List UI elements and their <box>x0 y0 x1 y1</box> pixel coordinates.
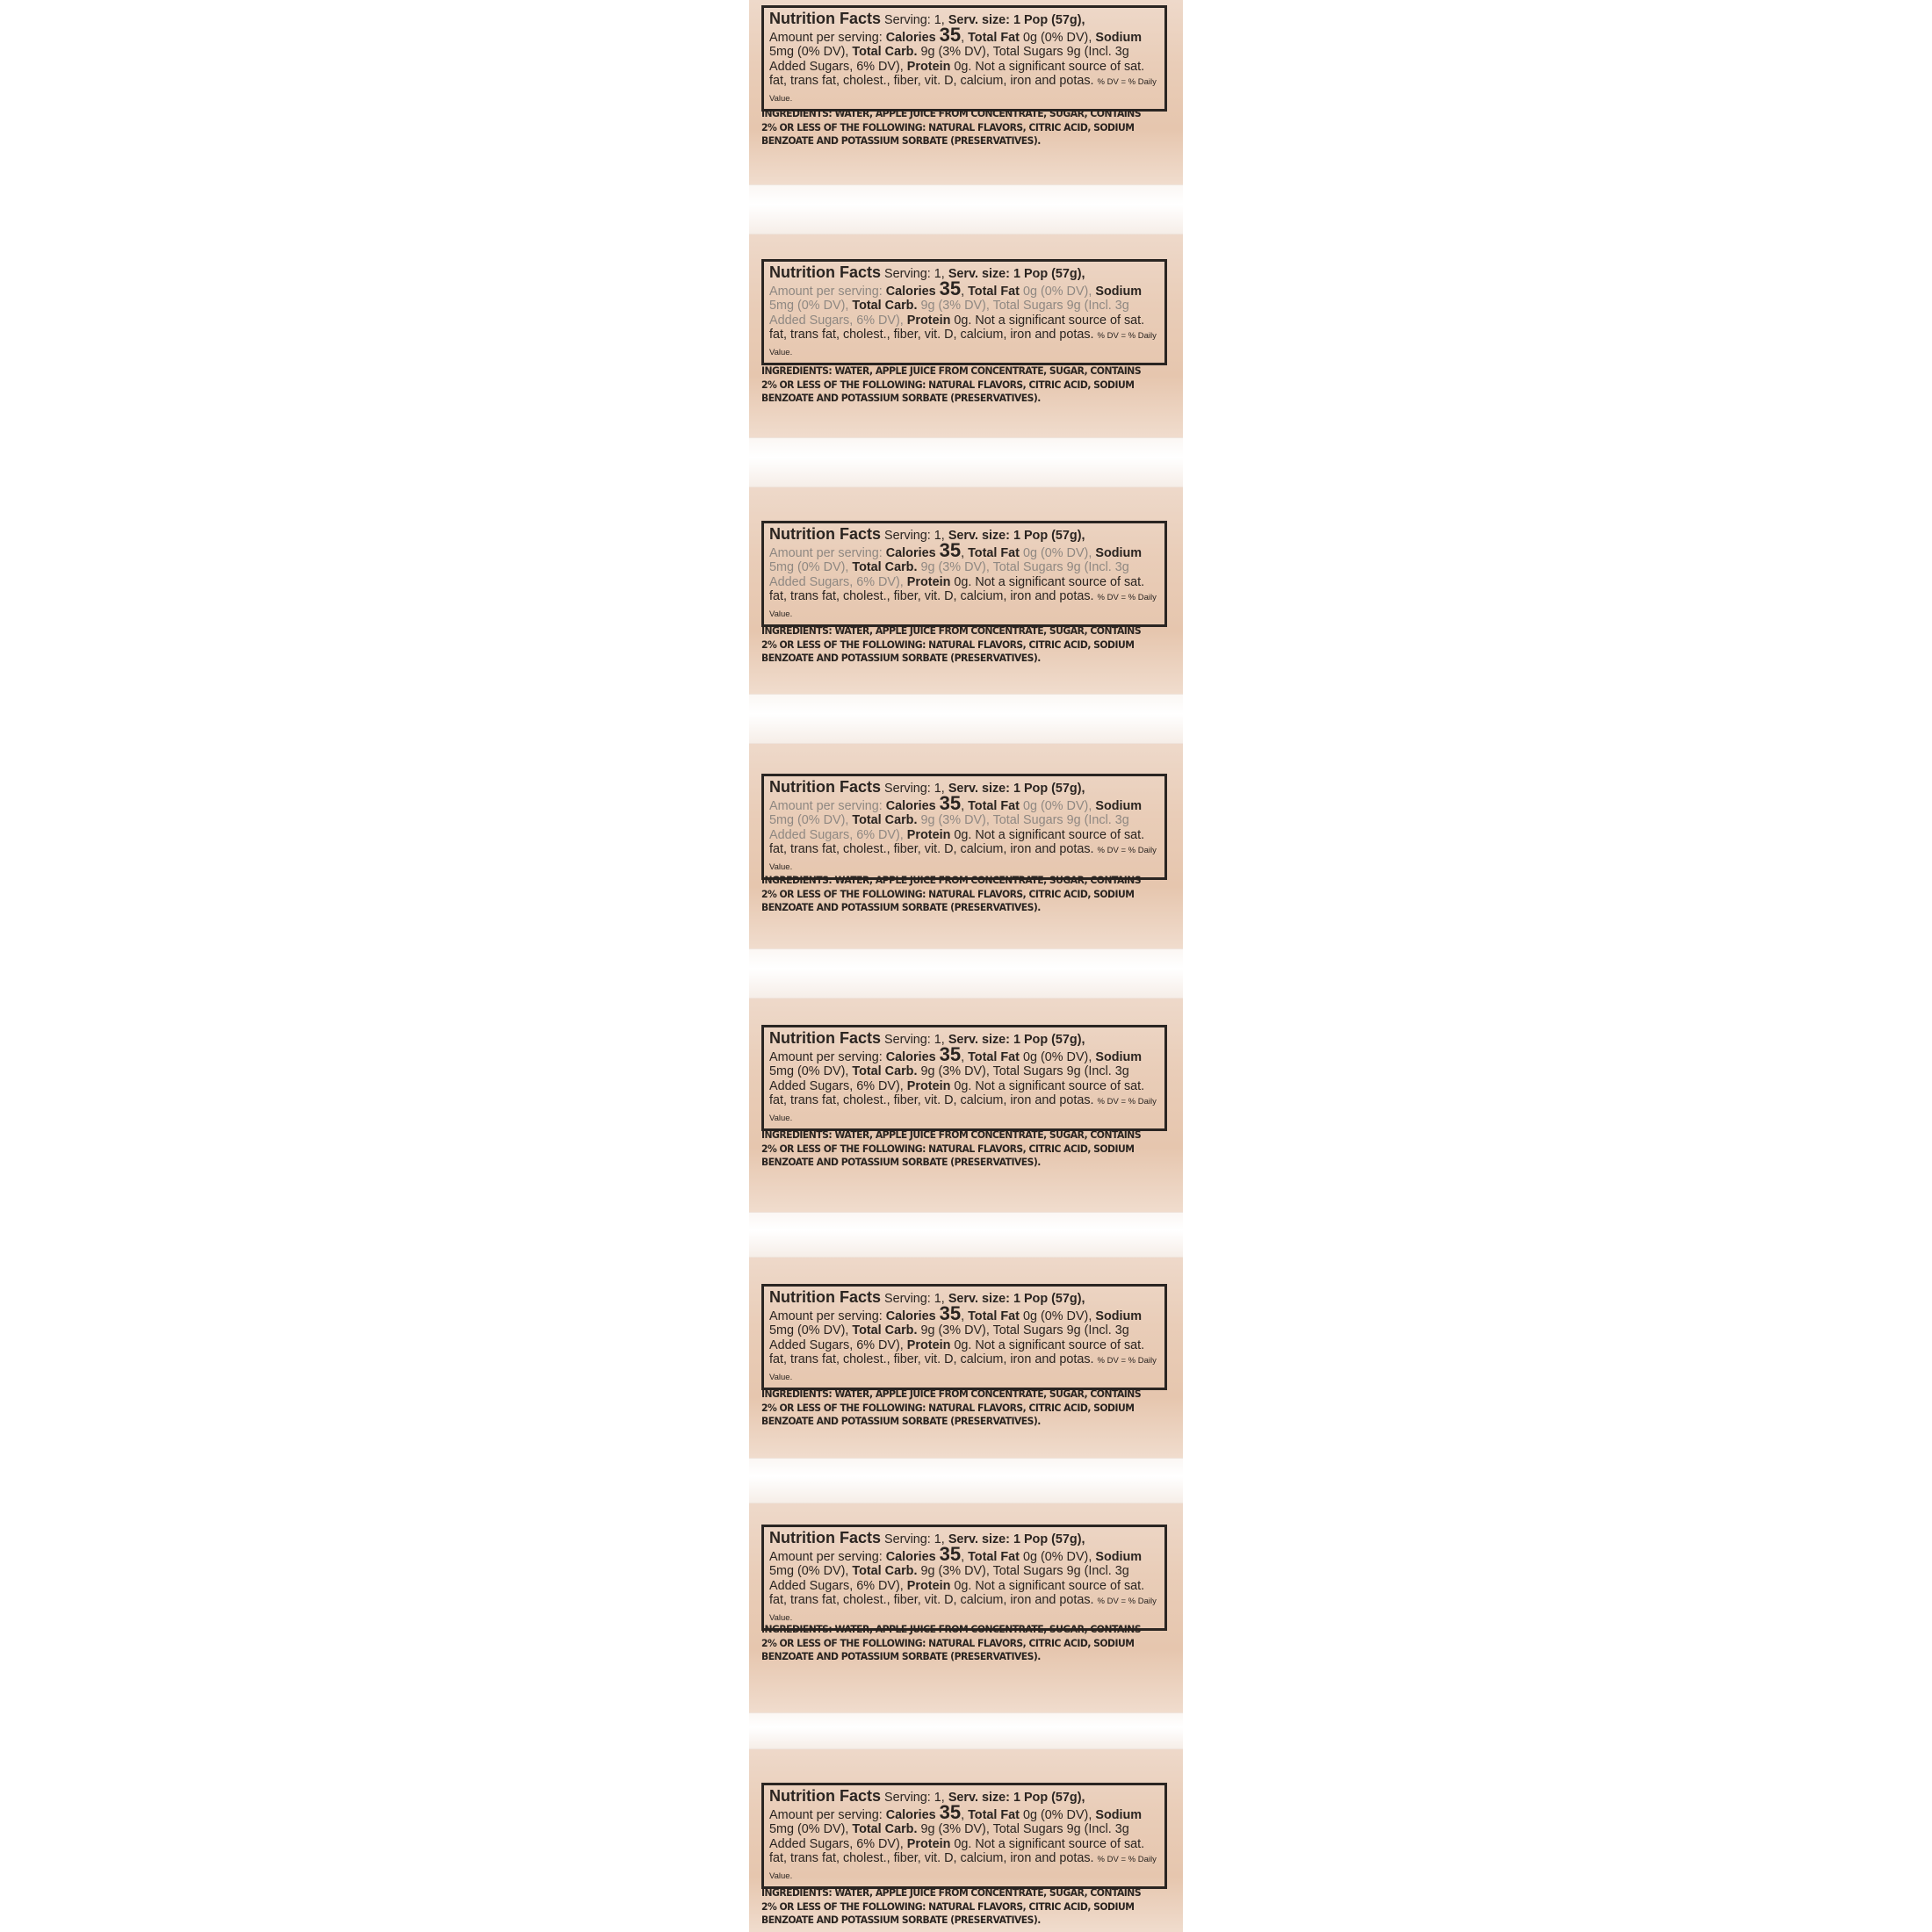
total-carb-label: Total Carb. <box>852 1564 918 1578</box>
sodium-value: 5mg (0% DV), <box>769 45 849 59</box>
sodium-value: 5mg (0% DV), <box>769 560 849 574</box>
not-significant-text: source of sat. fat, trans fat, cholest., fiber, vit. D, calcium, iron and <box>769 1578 1145 1607</box>
total-carb-value: 9g (3% DV), <box>920 560 990 574</box>
nutrition-facts-body: Amount per serving: Calories 35, Total Fat 0g (0% DV), Sodium 5mg (0% DV), Total Carb. 9g (3% DV), Total Sugars 9g (Incl. 3g Added Sugars, 6% DV), Protein 0g. Not a significant source of sat. fat, trans fat, cholest., fiber, vit. D, calcium, iron and potas. % DV = % Daily Value. <box>769 23 1157 104</box>
ingredients-line: 2% OR LESS OF THE FOLLOWING: NATURAL FLAVORS, CITRIC ACID, SODIUM <box>761 1142 1135 1155</box>
sleeve-seal-seam <box>749 1212 1183 1258</box>
protein-value: 0g. Not a significant <box>954 59 1065 74</box>
total-carb-value: 9g (3% DV), <box>920 299 990 313</box>
not-significant-text: source of sat. fat, trans fat, cholest., fiber, vit. D, calcium, iron and <box>769 313 1145 342</box>
sleeve-seal-seam <box>749 694 1183 744</box>
calories-value: 35 <box>939 1542 962 1565</box>
protein-value: 0g. Not a significant <box>954 313 1065 328</box>
serving-size: 1 Pop (57g), <box>1013 1033 1085 1047</box>
total-fat-label: Total Fat <box>968 284 1020 299</box>
total-fat-value: 0g (0% DV), <box>1022 1549 1092 1564</box>
sodium-value: 5mg (0% DV), <box>769 1323 849 1337</box>
serving-text: Serving: 1, <box>884 529 945 543</box>
ingredients-line: BENZOATE AND POTASSIUM SORBATE (PRESERVATIVES). <box>761 392 1041 404</box>
sodium-label: Sodium <box>1095 1308 1143 1323</box>
protein-value: 0g. Not a significant <box>954 574 1065 589</box>
potas-text: potas. <box>1059 328 1094 342</box>
freezer-pop-sleeve <box>749 742 1183 948</box>
total-carb-label: Total Carb. <box>852 45 918 59</box>
nutrition-facts-header <box>769 1290 1159 1307</box>
calories-value: 35 <box>939 277 962 299</box>
ingredients-line: BENZOATE AND POTASSIUM SORBATE (PRESERVATIVES). <box>761 1914 1041 1926</box>
calories-value: 35 <box>939 538 962 561</box>
nutrition-facts-body: Amount per serving: Calories 35, Total Fat 0g (0% DV), Sodium 5mg (0% DV), Total Carb. 9g (3% DV), Total Sugars 9g (Incl. 3g Added Sugars, 6% DV), Protein 0g. Not a significant source of sat. fat, trans fat, cholest., fiber, vit. D, calcium, iron and potas. % DV = % Daily Value. <box>769 538 1157 619</box>
calories-label: Calories <box>885 1308 936 1323</box>
nutrition-facts-title: Nutrition Facts <box>769 1529 882 1546</box>
protein-value: 0g. Not a significant <box>954 1337 1065 1352</box>
ingredients-line: INGREDIENTS: WATER, APPLE JUICE FROM CONCENTRATE, SUGAR, CONTAINS <box>761 1886 1142 1899</box>
sleeve-seal-seam <box>749 948 1183 998</box>
calories-label: Calories <box>885 1807 936 1822</box>
protein-label: Protein <box>906 59 951 74</box>
ingredients-block <box>761 1128 1145 1170</box>
total-carb-label: Total Carb. <box>852 1323 918 1337</box>
sleeve-seal-seam <box>749 184 1183 234</box>
nutrition-facts-body: Amount per serving: Calories 35, Total Fat 0g (0% DV), Sodium 5mg (0% DV), Total Carb. 9g (3% DV), Total Sugars 9g (Incl. 3g Added Sugars, 6% DV), Protein 0g. Not a significant source of sat. fat, trans fat, cholest., fiber, vit. D, calcium, iron and potas. % DV = % Daily Value. <box>769 277 1157 357</box>
amount-per-serving: Amount per serving: <box>769 1549 883 1564</box>
calories-value: 35 <box>939 23 962 46</box>
ingredients-line: 2% OR LESS OF THE FOLLOWING: NATURAL FLAVORS, CITRIC ACID, SODIUM <box>761 1401 1135 1414</box>
protein-label: Protein <box>906 1836 951 1851</box>
ingredients-line: BENZOATE AND POTASSIUM SORBATE (PRESERVATIVES). <box>761 1415 1041 1427</box>
total-fat-value: 0g (0% DV), <box>1022 545 1092 560</box>
potas-text: potas. <box>1059 1352 1094 1366</box>
daily-value-note: % DV = % Daily Value. <box>769 593 1157 619</box>
total-fat-label: Total Fat <box>968 798 1020 813</box>
ingredients-line: INGREDIENTS: WATER, APPLE JUICE FROM CONCENTRATE, SUGAR, CONTAINS <box>761 1128 1142 1141</box>
freezer-pop-sleeve <box>749 486 1183 694</box>
sleeve-seal-seam <box>749 437 1183 487</box>
amount-per-serving: Amount per serving: <box>769 1049 883 1064</box>
freezer-pop-sleeve <box>749 1748 1183 1932</box>
sodium-value: 5mg (0% DV), <box>769 1822 849 1836</box>
protein-label: Protein <box>906 827 951 842</box>
sodium-value: 5mg (0% DV), <box>769 1564 849 1578</box>
total-sugars: Total Sugars 9g <box>992 1564 1081 1578</box>
daily-value-note: % DV = % Daily Value. <box>769 77 1157 104</box>
added-sugars: (Incl. 3g Added Sugars, 6% DV), <box>769 1564 1129 1593</box>
total-fat-label: Total Fat <box>968 30 1020 45</box>
nutrition-facts-box <box>761 1025 1167 1131</box>
serving-size: 1 Pop (57g), <box>1013 1791 1085 1805</box>
total-sugars: Total Sugars 9g <box>992 299 1081 313</box>
total-carb-value: 9g (3% DV), <box>920 1323 990 1337</box>
nutrition-facts-box <box>761 5 1167 112</box>
serving-text: Serving: 1, <box>884 1292 945 1306</box>
total-sugars: Total Sugars 9g <box>992 1822 1081 1836</box>
daily-value-note: % DV = % Daily Value. <box>769 1855 1157 1881</box>
freezer-pop-sleeve <box>749 0 1183 184</box>
protein-label: Protein <box>906 1078 951 1093</box>
sodium-label: Sodium <box>1095 1807 1143 1822</box>
daily-value-note: % DV = % Daily Value. <box>769 846 1157 872</box>
nutrition-facts-header <box>769 1531 1159 1547</box>
nutrition-facts-title: Nutrition Facts <box>769 1787 882 1805</box>
not-significant-text: source of sat. fat, trans fat, cholest., fiber, vit. D, calcium, iron and <box>769 1078 1145 1107</box>
protein-label: Protein <box>906 313 951 328</box>
calories-label: Calories <box>885 798 936 813</box>
nutrition-facts-box <box>761 521 1167 627</box>
total-fat-label: Total Fat <box>968 1049 1020 1064</box>
amount-per-serving: Amount per serving: <box>769 798 883 813</box>
amount-per-serving: Amount per serving: <box>769 1807 883 1822</box>
total-sugars: Total Sugars 9g <box>992 560 1081 574</box>
not-significant-text: source of sat. fat, trans fat, cholest., fiber, vit. D, calcium, iron and <box>769 1337 1145 1366</box>
ingredients-line: INGREDIENTS: WATER, APPLE JUICE FROM CONCENTRATE, SUGAR, CONTAINS <box>761 1623 1142 1635</box>
ingredients-block <box>761 624 1145 666</box>
total-carb-value: 9g (3% DV), <box>920 1822 990 1836</box>
serving-size: 1 Pop (57g), <box>1013 13 1085 27</box>
nutrition-facts-body: Amount per serving: Calories 35, Total Fat 0g (0% DV), Sodium 5mg (0% DV), Total Carb. 9g (3% DV), Total Sugars 9g (Incl. 3g Added Sugars, 6% DV), Protein 0g. Not a significant source of sat. fat, trans fat, cholest., fiber, vit. D, calcium, iron and potas. % DV = % Daily Value. <box>769 791 1157 872</box>
nutrition-facts-header <box>769 780 1159 797</box>
calories-label: Calories <box>885 284 936 299</box>
total-carb-value: 9g (3% DV), <box>920 1064 990 1078</box>
total-fat-value: 0g (0% DV), <box>1022 1049 1092 1064</box>
total-carb-label: Total Carb. <box>852 560 918 574</box>
serving-size: 1 Pop (57g), <box>1013 529 1085 543</box>
amount-per-serving: Amount per serving: <box>769 284 883 299</box>
serving-size-label: Serv. size: <box>948 1292 1010 1306</box>
ingredients-line: BENZOATE AND POTASSIUM SORBATE (PRESERVATIVES). <box>761 901 1041 913</box>
not-significant-text: source of sat. fat, trans fat, cholest., fiber, vit. D, calcium, iron and <box>769 574 1145 603</box>
sodium-label: Sodium <box>1095 1049 1143 1064</box>
total-sugars: Total Sugars 9g <box>992 1064 1081 1078</box>
serving-size: 1 Pop (57g), <box>1013 782 1085 796</box>
calories-value: 35 <box>939 791 962 814</box>
total-sugars: Total Sugars 9g <box>992 813 1081 827</box>
serving-size-label: Serv. size: <box>948 1532 1010 1546</box>
nutrition-facts-title: Nutrition Facts <box>769 10 882 27</box>
serving-text: Serving: 1, <box>884 1532 945 1546</box>
total-carb-value: 9g (3% DV), <box>920 45 990 59</box>
serving-text: Serving: 1, <box>884 1791 945 1805</box>
amount-per-serving: Amount per serving: <box>769 30 883 45</box>
ingredients-line: INGREDIENTS: WATER, APPLE JUICE FROM CONCENTRATE, SUGAR, CONTAINS <box>761 874 1142 886</box>
total-carb-value: 9g (3% DV), <box>920 813 990 827</box>
sodium-label: Sodium <box>1095 1549 1143 1564</box>
ingredients-block <box>761 1886 1145 1928</box>
nutrition-facts-box <box>761 774 1167 880</box>
potas-text: potas. <box>1059 589 1094 603</box>
potas-text: potas. <box>1059 1593 1094 1607</box>
serving-size: 1 Pop (57g), <box>1013 267 1085 281</box>
calories-label: Calories <box>885 545 936 560</box>
nutrition-facts-body: Amount per serving: Calories 35, Total Fat 0g (0% DV), Sodium 5mg (0% DV), Total Carb. 9g (3% DV), Total Sugars 9g (Incl. 3g Added Sugars, 6% DV), Protein 0g. Not a significant source of sat. fat, trans fat, cholest., fiber, vit. D, calcium, iron and potas. % DV = % Daily Value. <box>769 1542 1157 1623</box>
freezer-pop-sleeve <box>749 997 1183 1212</box>
nutrition-facts-body: Amount per serving: Calories 35, Total Fat 0g (0% DV), Sodium 5mg (0% DV), Total Carb. 9g (3% DV), Total Sugars 9g (Incl. 3g Added Sugars, 6% DV), Protein 0g. Not a significant source of sat. fat, trans fat, cholest., fiber, vit. D, calcium, iron and potas. % DV = % Daily Value. <box>769 1301 1157 1382</box>
nutrition-facts-title: Nutrition Facts <box>769 263 882 281</box>
serving-text: Serving: 1, <box>884 13 945 27</box>
amount-per-serving: Amount per serving: <box>769 1308 883 1323</box>
total-fat-value: 0g (0% DV), <box>1022 30 1092 45</box>
not-significant-text: source of sat. fat, trans fat, cholest., fiber, vit. D, calcium, iron and <box>769 827 1145 856</box>
serving-text: Serving: 1, <box>884 1033 945 1047</box>
ingredients-line: 2% OR LESS OF THE FOLLOWING: NATURAL FLAVORS, CITRIC ACID, SODIUM <box>761 638 1135 651</box>
added-sugars: (Incl. 3g Added Sugars, 6% DV), <box>769 813 1129 842</box>
added-sugars: (Incl. 3g Added Sugars, 6% DV), <box>769 1323 1129 1352</box>
protein-label: Protein <box>906 1337 951 1352</box>
total-sugars: Total Sugars 9g <box>992 1323 1081 1337</box>
nutrition-facts-box <box>761 259 1167 365</box>
total-fat-label: Total Fat <box>968 1807 1020 1822</box>
sodium-label: Sodium <box>1095 30 1143 45</box>
total-carb-label: Total Carb. <box>852 1822 918 1836</box>
protein-value: 0g. Not a significant <box>954 827 1065 842</box>
total-fat-value: 0g (0% DV), <box>1022 798 1092 813</box>
protein-label: Protein <box>906 574 951 589</box>
serving-size-label: Serv. size: <box>948 1791 1010 1805</box>
nutrition-facts-header <box>769 527 1159 544</box>
protein-label: Protein <box>906 1578 951 1593</box>
total-carb-label: Total Carb. <box>852 1064 918 1078</box>
ingredients-line: 2% OR LESS OF THE FOLLOWING: NATURAL FLAVORS, CITRIC ACID, SODIUM <box>761 887 1135 900</box>
nutrition-facts-title: Nutrition Facts <box>769 778 882 796</box>
ingredients-line: INGREDIENTS: WATER, APPLE JUICE FROM CONCENTRATE, SUGAR, CONTAINS <box>761 624 1142 637</box>
nutrition-facts-box <box>761 1783 1167 1889</box>
daily-value-note: % DV = % Daily Value. <box>769 1356 1157 1382</box>
total-sugars: Total Sugars 9g <box>992 45 1081 59</box>
not-significant-text: source of sat. fat, trans fat, cholest., fiber, vit. D, calcium, iron and <box>769 59 1145 88</box>
protein-value: 0g. Not a significant <box>954 1578 1065 1593</box>
calories-value: 35 <box>939 1042 962 1065</box>
calories-value: 35 <box>939 1301 962 1324</box>
potas-text: potas. <box>1059 74 1094 88</box>
sleeve-seal-seam <box>749 1712 1183 1749</box>
serving-size-label: Serv. size: <box>948 1033 1010 1047</box>
added-sugars: (Incl. 3g Added Sugars, 6% DV), <box>769 1064 1129 1093</box>
potas-text: potas. <box>1059 1851 1094 1865</box>
added-sugars: (Incl. 3g Added Sugars, 6% DV), <box>769 1822 1129 1851</box>
ingredients-block <box>761 874 1145 915</box>
potas-text: potas. <box>1059 1093 1094 1107</box>
total-fat-value: 0g (0% DV), <box>1022 1308 1092 1323</box>
serving-size: 1 Pop (57g), <box>1013 1532 1085 1546</box>
calories-label: Calories <box>885 1549 936 1564</box>
nutrition-facts-header <box>769 11 1159 28</box>
ingredients-line: BENZOATE AND POTASSIUM SORBATE (PRESERVATIVES). <box>761 1650 1041 1662</box>
potas-text: potas. <box>1059 842 1094 856</box>
serving-size-label: Serv. size: <box>948 13 1010 27</box>
serving-size-label: Serv. size: <box>948 267 1010 281</box>
ingredients-line: BENZOATE AND POTASSIUM SORBATE (PRESERVATIVES). <box>761 134 1041 147</box>
protein-value: 0g. Not a significant <box>954 1836 1065 1851</box>
daily-value-note: % DV = % Daily Value. <box>769 331 1157 357</box>
serving-text: Serving: 1, <box>884 782 945 796</box>
ingredients-block <box>761 1623 1145 1664</box>
calories-label: Calories <box>885 1049 936 1064</box>
total-fat-label: Total Fat <box>968 545 1020 560</box>
serving-size-label: Serv. size: <box>948 782 1010 796</box>
calories-value: 35 <box>939 1800 962 1823</box>
ingredients-line: INGREDIENTS: WATER, APPLE JUICE FROM CONCENTRATE, SUGAR, CONTAINS <box>761 107 1142 119</box>
added-sugars: (Incl. 3g Added Sugars, 6% DV), <box>769 45 1129 74</box>
ingredients-line: 2% OR LESS OF THE FOLLOWING: NATURAL FLAVORS, CITRIC ACID, SODIUM <box>761 120 1135 133</box>
ingredients-line: INGREDIENTS: WATER, APPLE JUICE FROM CONCENTRATE, SUGAR, CONTAINS <box>761 364 1142 377</box>
nutrition-facts-title: Nutrition Facts <box>769 525 882 543</box>
ingredients-line: INGREDIENTS: WATER, APPLE JUICE FROM CONCENTRATE, SUGAR, CONTAINS <box>761 1388 1142 1400</box>
nutrition-facts-box <box>761 1525 1167 1631</box>
nutrition-facts-title: Nutrition Facts <box>769 1288 882 1306</box>
nutrition-facts-body: Amount per serving: Calories 35, Total Fat 0g (0% DV), Sodium 5mg (0% DV), Total Carb. 9g (3% DV), Total Sugars 9g (Incl. 3g Added Sugars, 6% DV), Protein 0g. Not a significant source of sat. fat, trans fat, cholest., fiber, vit. D, calcium, iron and potas. % DV = % Daily Value. <box>769 1800 1157 1881</box>
ingredients-block <box>761 107 1145 148</box>
total-carb-value: 9g (3% DV), <box>920 1564 990 1578</box>
daily-value-note: % DV = % Daily Value. <box>769 1597 1157 1623</box>
ingredients-line: BENZOATE AND POTASSIUM SORBATE (PRESERVATIVES). <box>761 1156 1041 1168</box>
sodium-value: 5mg (0% DV), <box>769 299 849 313</box>
sleeve-seal-seam <box>749 1458 1183 1503</box>
added-sugars: (Incl. 3g Added Sugars, 6% DV), <box>769 299 1129 328</box>
ingredients-block <box>761 1388 1145 1429</box>
added-sugars: (Incl. 3g Added Sugars, 6% DV), <box>769 560 1129 589</box>
ingredients-line: 2% OR LESS OF THE FOLLOWING: NATURAL FLAVORS, CITRIC ACID, SODIUM <box>761 1900 1135 1913</box>
ingredients-line: BENZOATE AND POTASSIUM SORBATE (PRESERVATIVES). <box>761 652 1041 664</box>
freezer-pop-sleeve <box>749 233 1183 437</box>
nutrition-facts-title: Nutrition Facts <box>769 1029 882 1047</box>
serving-size: 1 Pop (57g), <box>1013 1292 1085 1306</box>
sodium-label: Sodium <box>1095 284 1143 299</box>
freezer-pop-sleeve <box>749 1502 1183 1712</box>
serving-text: Serving: 1, <box>884 267 945 281</box>
ingredients-line: 2% OR LESS OF THE FOLLOWING: NATURAL FLAVORS, CITRIC ACID, SODIUM <box>761 378 1135 391</box>
sodium-value: 5mg (0% DV), <box>769 1064 849 1078</box>
sodium-value: 5mg (0% DV), <box>769 813 849 827</box>
total-fat-value: 0g (0% DV), <box>1022 1807 1092 1822</box>
nutrition-facts-box <box>761 1284 1167 1390</box>
nutrition-facts-header <box>769 265 1159 282</box>
ingredients-line: 2% OR LESS OF THE FOLLOWING: NATURAL FLAVORS, CITRIC ACID, SODIUM <box>761 1636 1135 1649</box>
total-carb-label: Total Carb. <box>852 813 918 827</box>
freezer-pop-sleeve <box>749 1256 1183 1458</box>
freezer-pop-strip <box>749 0 1183 1932</box>
sodium-label: Sodium <box>1095 545 1143 560</box>
ingredients-block <box>761 364 1145 406</box>
total-fat-label: Total Fat <box>968 1308 1020 1323</box>
amount-per-serving: Amount per serving: <box>769 545 883 560</box>
protein-value: 0g. Not a significant <box>954 1078 1065 1093</box>
nutrition-facts-header <box>769 1031 1159 1048</box>
serving-size-label: Serv. size: <box>948 529 1010 543</box>
calories-label: Calories <box>885 30 936 45</box>
nutrition-facts-body: Amount per serving: Calories 35, Total Fat 0g (0% DV), Sodium 5mg (0% DV), Total Carb. 9g (3% DV), Total Sugars 9g (Incl. 3g Added Sugars, 6% DV), Protein 0g. Not a significant source of sat. fat, trans fat, cholest., fiber, vit. D, calcium, iron and potas. % DV = % Daily Value. <box>769 1042 1157 1123</box>
sodium-label: Sodium <box>1095 798 1143 813</box>
not-significant-text: source of sat. fat, trans fat, cholest., fiber, vit. D, calcium, iron and <box>769 1836 1145 1865</box>
total-fat-value: 0g (0% DV), <box>1022 284 1092 299</box>
total-carb-label: Total Carb. <box>852 299 918 313</box>
nutrition-facts-header <box>769 1789 1159 1806</box>
total-fat-label: Total Fat <box>968 1549 1020 1564</box>
daily-value-note: % DV = % Daily Value. <box>769 1097 1157 1123</box>
